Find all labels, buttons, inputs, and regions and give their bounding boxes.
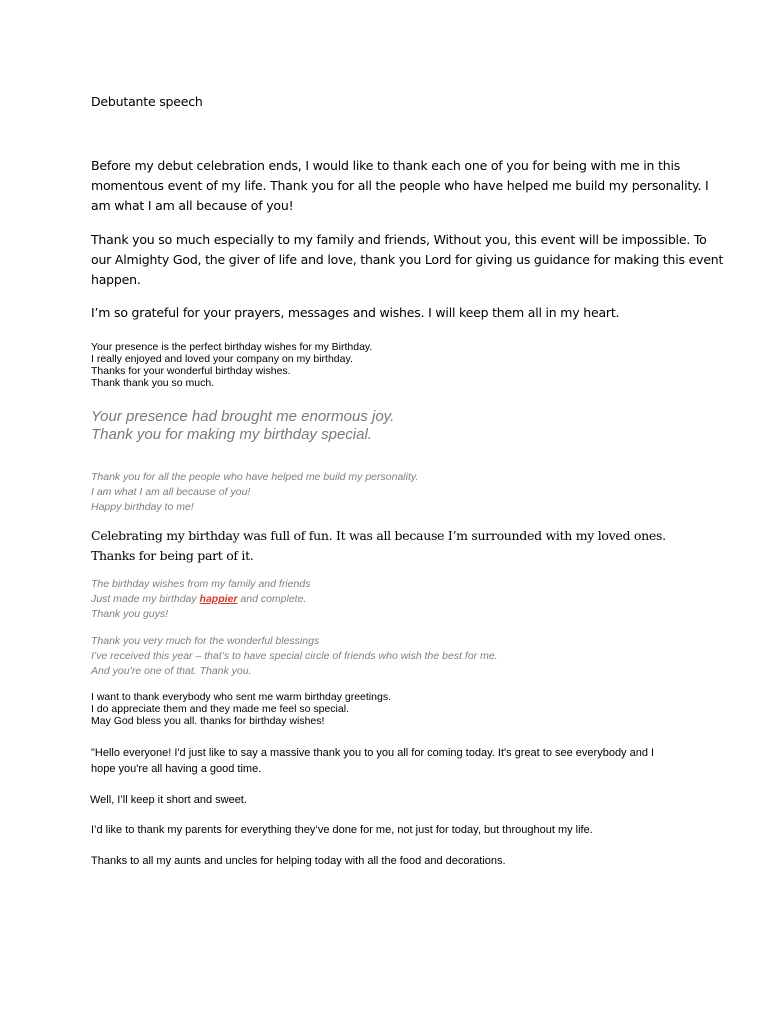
text-line: And you’re one of that. Thank you. xyxy=(91,665,252,677)
text-line: am what I am all because of you! xyxy=(91,198,294,213)
text-line: happen. xyxy=(91,272,141,287)
text-line: Before my debut celebration ends, I would like to thank each one of you for being with me in this xyxy=(91,158,681,173)
greetings-block xyxy=(91,691,691,727)
text-line: momentous event of my life. Thank you for all the people who have helped me build my personality. I xyxy=(91,178,709,193)
text-line: Thanks for being part of it. xyxy=(91,548,254,563)
parents-line xyxy=(91,822,691,838)
text-line: Thank you for all the people who have helped me build my personality. xyxy=(91,471,419,483)
text-line: I’ve received this year – that’s to have special circle of friends who wish the best for me. xyxy=(91,650,498,662)
document-title: Debutante speech xyxy=(91,94,203,109)
text-line: Your presence is the perfect birthday wishes for my Birthday. xyxy=(91,341,373,353)
text-fragment: Just made my birthday xyxy=(91,593,200,605)
text-line: Thank you very much for the wonderful blessings xyxy=(91,635,320,647)
text-fragment: and complete. xyxy=(237,593,307,605)
text-line: I really enjoyed and loved your company on my birthday. xyxy=(91,353,353,365)
text-line: Thank thank you so much. xyxy=(91,377,215,389)
celebrating-paragraph xyxy=(91,526,681,566)
intro-paragraph-1 xyxy=(91,156,709,216)
text-line: I’m so grateful for your prayers, messages and wishes. I will keep them all in my heart. xyxy=(91,305,620,320)
text-line: our Almighty God, the giver of life and love, thank you Lord for giving us guidance for making this event xyxy=(91,252,724,267)
intro-paragraph-2 xyxy=(91,230,724,290)
text-line: Happy birthday to me! xyxy=(91,501,194,513)
text-line: May God bless you all. thanks for birthday wishes! xyxy=(91,715,325,727)
highlighted-word: happier xyxy=(199,593,238,605)
text-line: Thanks to all my aunts and uncles for helping today with all the food and decorations. xyxy=(91,855,506,867)
hello-paragraph xyxy=(91,745,691,777)
text-line: I do appreciate them and they made me feel so special. xyxy=(91,703,349,715)
text-line: I am what I am all because of you! xyxy=(91,486,251,498)
text-line: I want to thank everybody who sent me warm birthday greetings. xyxy=(91,691,391,703)
blessings-block xyxy=(91,634,691,679)
text-line: The birthday wishes from my family and friends xyxy=(91,578,311,590)
text-line: "Hello everyone! I'd just like to say a massive thank you to you all for coming today. It's great to see everybody and I xyxy=(91,747,655,759)
family-wishes-block xyxy=(91,577,691,622)
text-line: Celebrating my birthday was full of fun. It was all because I’m surrounded with my loved ones. xyxy=(91,528,666,543)
wishes-small-block xyxy=(91,341,691,389)
text-line: Thank you guys! xyxy=(91,608,169,620)
text-line: hope you're all having a good time. xyxy=(91,763,262,775)
short-sweet-line xyxy=(90,792,690,808)
intro-paragraph-3 xyxy=(91,303,681,323)
text-line: Thank you for making my birthday special. xyxy=(91,426,372,443)
wishes-large-block xyxy=(91,408,691,444)
text-line: I’d like to thank my parents for everything they’ve done for me, not just for today, but throughout my life. xyxy=(91,824,593,836)
text-line: Thanks for your wonderful birthday wishes. xyxy=(91,365,291,377)
wishes-gray-block xyxy=(91,470,691,515)
aunts-line xyxy=(91,853,691,869)
text-line: Thank you so much especially to my family and friends, Without you, this event will be impossible. To xyxy=(91,232,707,247)
text-line: Well, I’ll keep it short and sweet. xyxy=(90,794,247,806)
text-line: Your presence had brought me enormous joy. xyxy=(91,408,395,425)
text-line xyxy=(91,592,691,607)
